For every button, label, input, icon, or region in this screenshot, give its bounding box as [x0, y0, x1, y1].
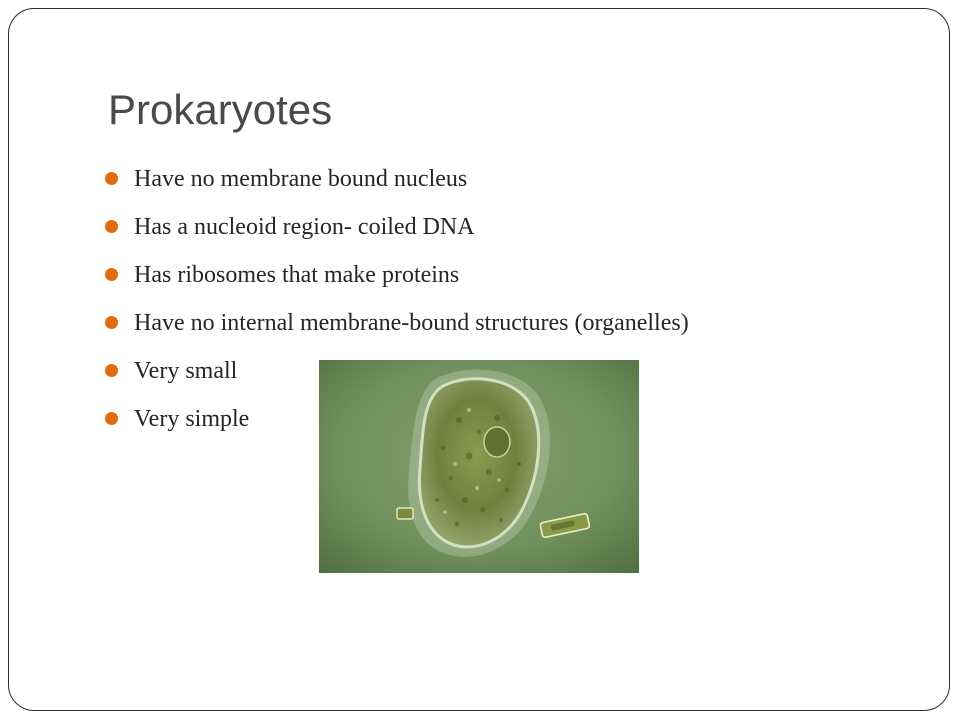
bullet-text: Have no internal membrane-bound structures (organelles) — [134, 310, 689, 336]
bullet-text: Very simple — [134, 406, 250, 432]
cell-micrograph-icon — [319, 360, 639, 573]
bullet-dot-icon — [105, 364, 118, 377]
bullet-dot-icon — [105, 316, 118, 329]
bullet-item — [105, 159, 689, 207]
bullet-text: Very small — [134, 358, 238, 384]
bullet-dot-icon — [105, 172, 118, 185]
bullet-dot-icon — [105, 412, 118, 425]
bullet-dot-icon — [105, 220, 118, 233]
bullet-item — [105, 303, 689, 351]
cell-micrograph-image — [319, 360, 639, 573]
bullet-dot-icon — [105, 268, 118, 281]
bullet-item — [105, 207, 689, 255]
bullet-text: Has a nucleoid region- coiled DNA — [134, 214, 475, 240]
bullet-text: Has ribosomes that make proteins — [134, 262, 460, 288]
slide-title: Prokaryotes — [108, 86, 333, 133]
bullet-item — [105, 255, 689, 303]
bullet-text: Have no membrane bound nucleus — [134, 166, 468, 192]
